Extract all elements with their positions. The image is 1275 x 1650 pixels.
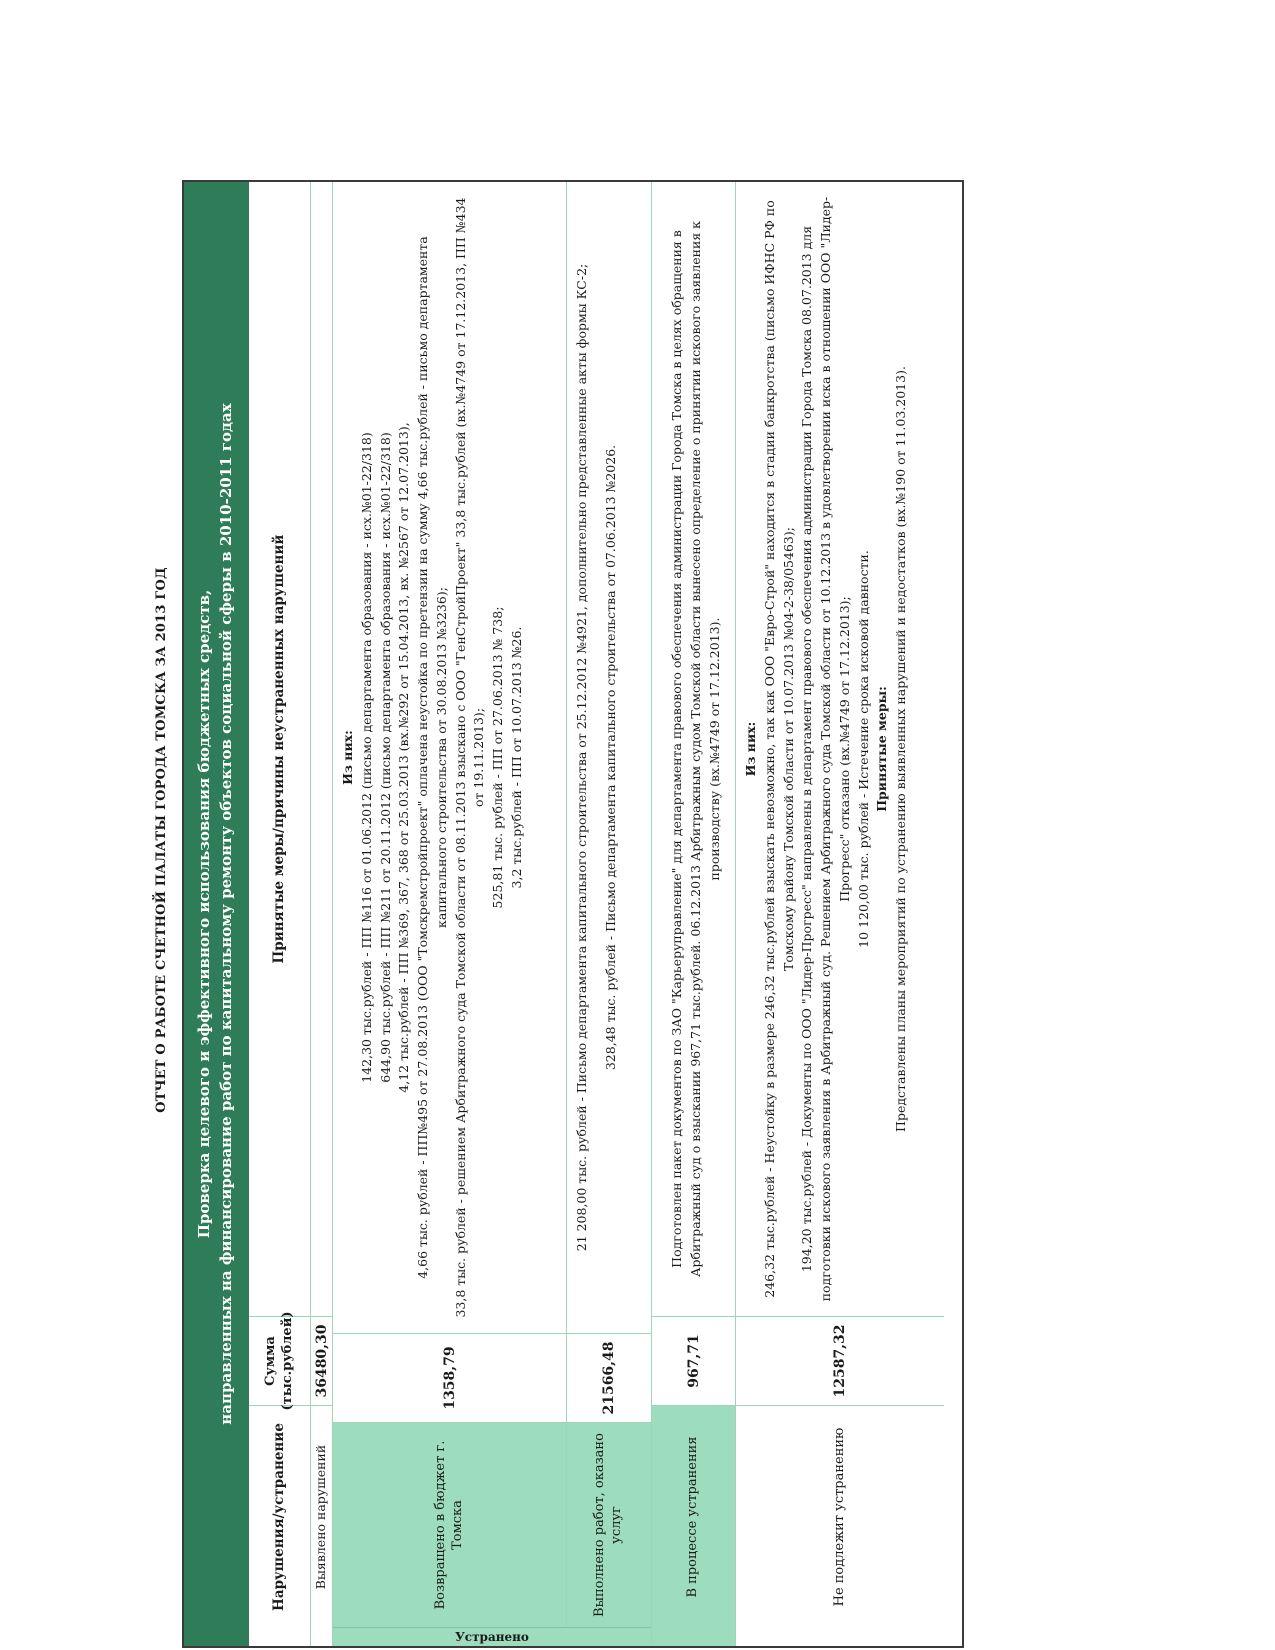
row-measures-done <box>567 182 651 1333</box>
not-subject-line: 10 120,00 тыс. рублей - Истечение срока исковой давности. <box>855 550 871 948</box>
not-subject-line: 194,20 тыс.рублей - Документы по ООО "Лидер-Прогресс" направлены в департамент правового обеспечения администрации Города Томска 08.07.2013 для подготовки искового заявления в Арбитражный суд. Решением Арбитражного суда Томской области от 10.12.2013 в удовлетворении иска в отношении ООО "Лидер-Прогресс" отказано (вх.№4749 от 17.12.2013); <box>799 196 852 1302</box>
not-subject-heading: Из них: <box>743 721 758 777</box>
group-eliminated <box>333 182 652 1646</box>
report-table <box>182 180 964 1648</box>
column-headers-row <box>249 182 311 1646</box>
not-subject-measures-text: Представлены планы мероприятий по устранению выявленных нарушений и недостатков (вх.№190 от 11.03.2013). <box>893 366 908 1132</box>
table-row-done <box>567 182 651 1627</box>
table-row-returned <box>333 182 567 1627</box>
row-measures-not-subject <box>736 182 944 1316</box>
done-line: 21 208,00 тыс. рублей - Письмо департамента капитального строительства от 25.12.2012 №4921, дополнительно представленные акты формы КС-2; <box>574 263 589 1252</box>
returned-line: 525,81 тыс. рублей - ПП от 27.06.2013 № 738; <box>490 606 505 909</box>
table-row-process <box>652 182 736 1646</box>
not-subject-measures-heading: Принятые меры: <box>874 686 890 812</box>
row-measures-found <box>311 182 332 1316</box>
col-header-violations: Нарушения/устранение <box>270 1423 287 1611</box>
returned-line: 644,90 тыс.рублей - ПП №211 от 20.11.2012 (письмо департамента образования - исх.№01-22/318) <box>377 432 393 1083</box>
returned-line: 33,8 тыс. рублей - решением Арбитражного суда Томской области от 08.11.2013 взыскано с ООО "ГенСтройПроект" 33,8 тыс.рублей (вх.№4749 от 17.12.2013, ПП №434 от 19.11.2013); <box>452 197 487 1318</box>
row-sum-process: 967,71 <box>652 1316 735 1406</box>
table-row-found <box>311 182 333 1646</box>
returned-line: 4,66 тыс. рублей - ПП№495 от 27.08.2013 (ООО "Томскремстройпроект" оплачена неустойка по претензии на сумму 4,66 тыс.рублей - письмо департамента капитального строительства от 30.08.2013 №3236); <box>415 236 449 1279</box>
row-measures-process: Подготовлен пакет документов по ЗАО "Карьеруправление" для департамента правового обеспечения администрации Города Томска в целях обращения в Арбитражный суд о взыскании 967,71 тыс.рублей. 06.12.2013 Арбитражным судом Томской области вынесено определение о принятии искового заявления к производству (вх.№4749 от 17.12.2013). <box>669 221 722 1278</box>
not-subject-line: 246,32 тыс.рублей - Неустойку в размере 246,32 тыс.рублей взыскать невозможно, так как ООО "Евро-Строй" находится в стадии банкротства (письмо ИФНС РФ по Томскому району Томской области от 10.07.2013 №04-2-38/05463); <box>761 200 796 1298</box>
returned-line: 3,2 тыс.рублей - ПП от 10.07.2013 №26. <box>508 626 524 889</box>
returned-heading: Из них: <box>340 730 355 785</box>
col-header-sum: Сумма (тыс.рублей) <box>249 1316 310 1406</box>
page-title: ОТЧЕТ О РАБОТЕ СЧЕТНОЙ ПАЛАТЫ ГОРОДА ТОМСКА ЗА 2013 ГОД <box>154 567 169 1113</box>
returned-line: 4,12 тыс.рублей - ПП №369, 367, 368 от 25.03.2013 (вх.№292 от 15.04.2013, вх. №2567 от 12.07.2013), <box>396 422 412 1093</box>
row-sum-returned: 1358,79 <box>333 1333 566 1423</box>
row-label-not-subject: Не подлежит устранению <box>831 1427 847 1607</box>
row-measures-returned <box>333 182 566 1333</box>
table-header-line-2: направленных на финансирование работ по капитальному ремонту объектов социальной сферы в 2010-2011 годах <box>217 403 235 1425</box>
row-label-found: Выявлено нарушений <box>313 1444 329 1590</box>
row-label-returned: Возвращено в бюджет г. Томска <box>333 1423 566 1627</box>
side-label-eliminated: Устранено <box>333 1627 651 1646</box>
returned-line: 142,30 тыс.рублей - ПП №116 от 01.06.2012 (письмо департамента образования - исх.№01-22/318) <box>358 432 374 1083</box>
row-label-process: В процессе устранения <box>652 1406 735 1628</box>
row-sum-not-subject: 12587,32 <box>736 1316 944 1406</box>
row-sum-done: 21566,48 <box>567 1333 651 1423</box>
table-header <box>184 182 249 1646</box>
row-label-done: Выполнено работ, оказано услуг <box>567 1423 651 1627</box>
col-header-measures: Принятые меры/причины неустраненных нарушений <box>271 534 288 964</box>
table-row-not-subject <box>736 182 944 1646</box>
done-line: 328,48 тыс. рублей - Письмо департамента капитального строительства от 07.06.2013 №2026. <box>602 444 618 1071</box>
table-header-line-1: Проверка целевого и эффективного использования бюджетных средств, <box>195 589 214 1239</box>
row-sum-found: 36480,30 <box>311 1316 332 1406</box>
